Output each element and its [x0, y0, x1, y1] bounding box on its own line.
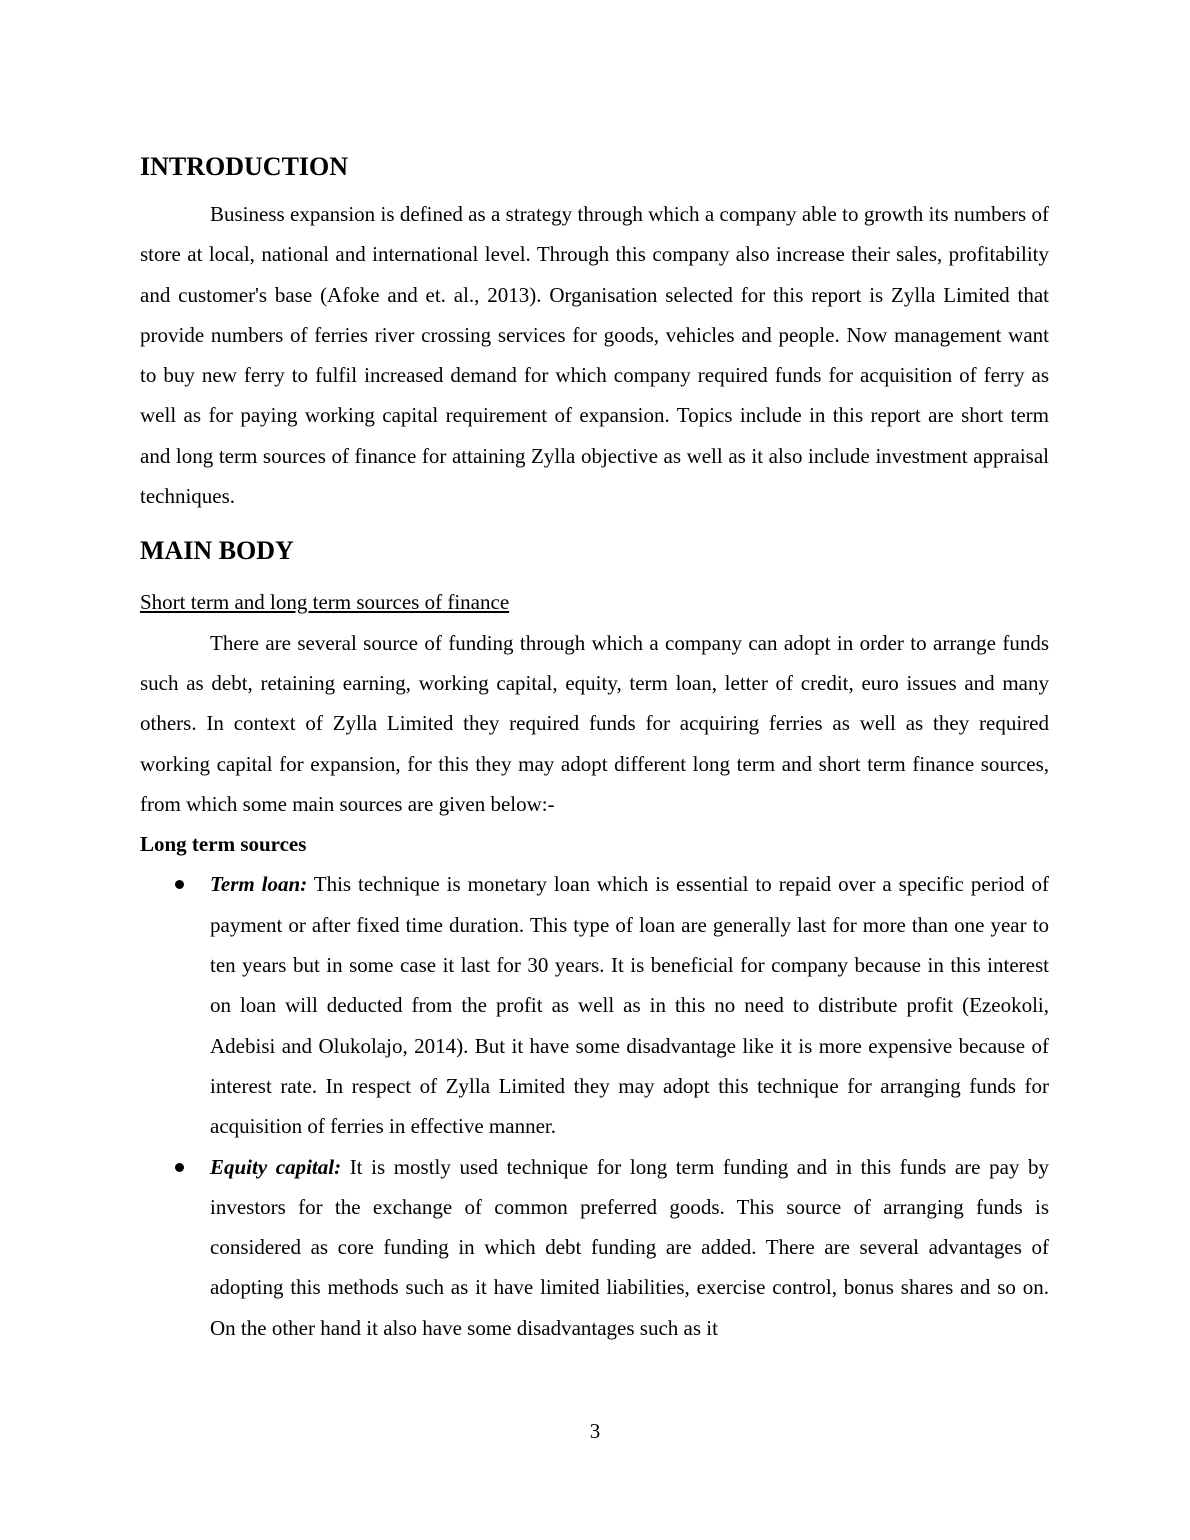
section-subheading: Short term and long term sources of finance [140, 590, 510, 615]
bullet-icon [175, 1163, 184, 1172]
list-item-term: Equity capital: [210, 1154, 342, 1179]
list-item-equity-capital [140, 1147, 1049, 1348]
introduction-paragraph: Business expansion is defined as a strategy through which a company able to growth its numbers of store at local, national and international level. Through this company also increase their sales, profitability and customer's base (Afoke and et. al., 2013). Organisation selected for this report is Zylla Limited that provide numbers of ferries river crossing services for goods, vehicles and people. Now management want to buy new ferry to fulfil increased demand for which company required funds for acquisition of ferry as well as for paying working capital requirement of expansion. Topics include in this report are short term and long term sources of finance for attaining Zylla objective as well as it also include investment appraisal techniques. [140, 202, 1049, 509]
long-term-sources-list [140, 864, 1049, 1348]
list-item-term: Term loan: [210, 872, 308, 897]
list-item-text: It is mostly used technique for long term funding and in this funds are pay by investors for the exchange of common preferred goods. This source of arranging funds is considered as core funding in which debt funding are added. There are several advantages of adopting this methods such as it have limited liabilities, exercise control, bonus shares and so on. On the other hand it also have some disadvantages such as it [210, 1154, 1049, 1340]
list-item-text: This technique is monetary loan which is essential to repaid over a specific period of payment or after fixed time duration. This type of loan are generally last for more than one year to ten years but in some case it last for 30 years. It is beneficial for company because in this interest on loan will deducted from the profit as well as in this no need to distribute profit (Ezeokoli, Adebisi and Olukolajo, 2014). But it have some disadvantage like it is more expensive because of interest rate. In respect of Zylla Limited they may adopt this technique for arranging funds for acquisition of ferries in effective manner. [210, 872, 1049, 1139]
page-number: 3 [589, 1419, 601, 1443]
page-content [140, 150, 1049, 1348]
bullet-icon [175, 880, 184, 889]
introduction-heading: INTRODUCTION [140, 152, 349, 181]
list-item-term-loan [140, 864, 1049, 1146]
main-body-heading: MAIN BODY [140, 536, 294, 566]
long-term-sources-heading: Long term sources [140, 832, 307, 857]
section-paragraph: There are several source of funding through which a company can adopt in order to arrange funds such as debt, retaining earning, working capital, equity, term loan, letter of credit, euro issues and many others. In context of Zylla Limited they required funds for acquiring ferries as well as they required working capital for expansion, for this they may adopt different long term and short term finance sources, from which some main sources are given below:- [140, 630, 1049, 816]
